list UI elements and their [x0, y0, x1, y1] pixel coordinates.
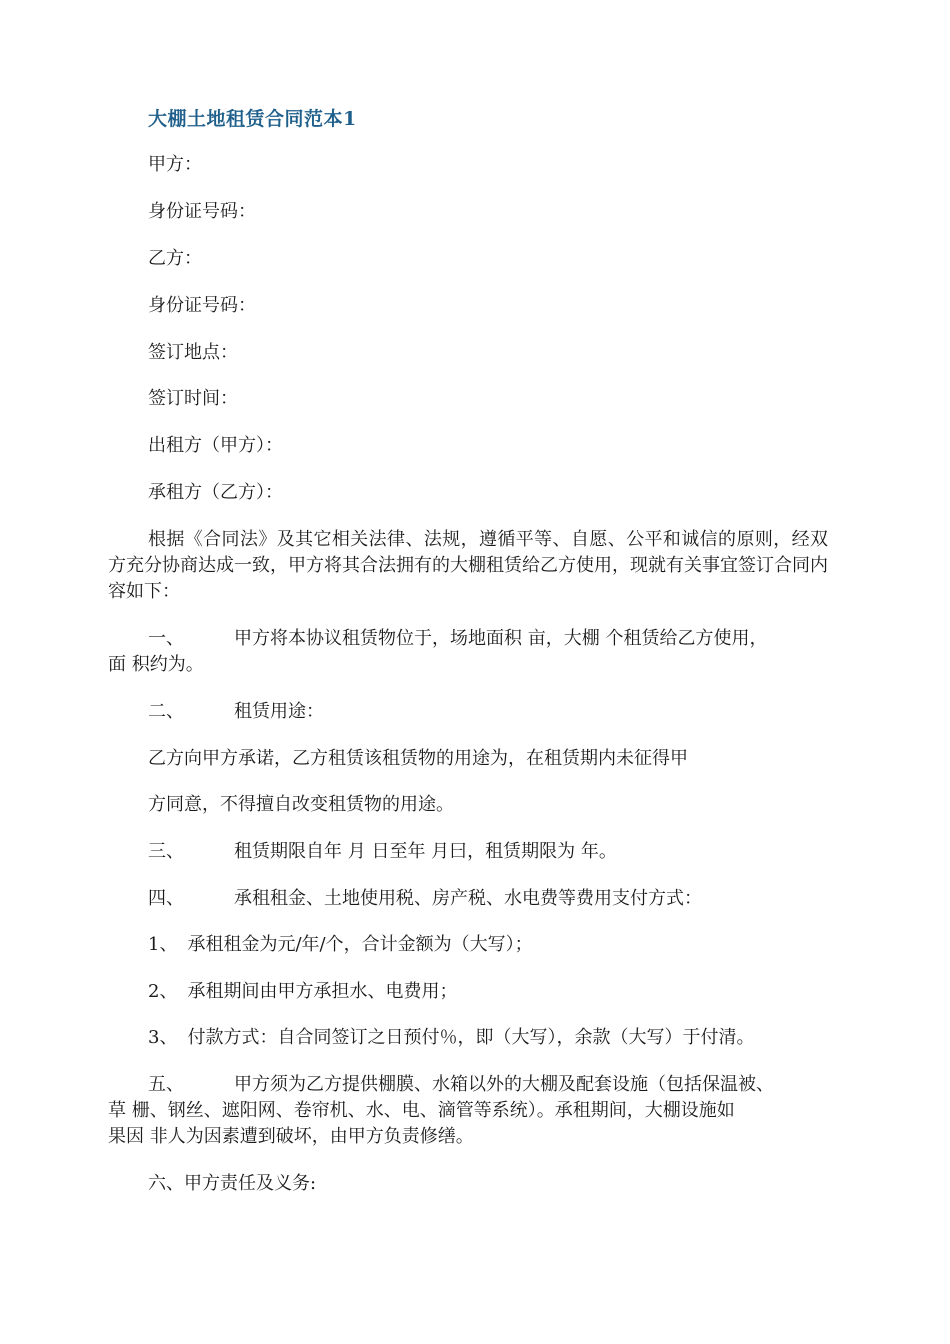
section-6-heading: 六、甲方责任及义务: [148, 1173, 317, 1194]
section-5-line-3: 果因 非人为因素遭到破坏，由甲方负责修缮。 [108, 1126, 474, 1147]
section-1-text: 甲方将本协议租赁物位于，场地面积 亩，大棚 个租赁给乙方使用， [234, 628, 768, 649]
section-4-item-2 [148, 979, 457, 1005]
section-4-number: 四、 [148, 888, 184, 909]
lessor-label: 出租方（甲方）： [148, 435, 283, 456]
section-4-item-1-text: 承租租金为元/年/个，合计金额为（大写）； [187, 934, 533, 955]
section-4 [148, 886, 702, 912]
lessee-label: 承租方（乙方）： [148, 482, 283, 503]
party-a-label: 甲方： [148, 154, 202, 175]
document-title: 大棚土地租赁合同范本1 [148, 108, 357, 130]
party-a-id-label: 身份证号码： [148, 201, 256, 222]
sign-place-label: 签订地点： [148, 342, 238, 363]
section-1-line-2: 面 积约为。 [108, 654, 204, 675]
section-4-item-3-number: 3、 [148, 1027, 178, 1048]
section-4-item-3 [148, 1025, 754, 1051]
section-2-heading [148, 699, 324, 725]
section-4-text: 承租租金、土地使用税、房产税、水电费等费用支付方式： [234, 888, 702, 909]
section-4-item-1 [148, 932, 533, 958]
section-2-body-line-2: 方同意，不得擅自改变租赁物的用途。 [148, 794, 454, 815]
section-2-body-line-1: 乙方向甲方承诺，乙方租赁该租赁物的用途为，在租赁期内未征得甲 [148, 748, 688, 769]
section-4-item-2-text: 承租期间由甲方承担水、电费用； [187, 981, 458, 1002]
section-4-item-2-number: 2、 [148, 981, 178, 1002]
section-4-item-3-text: 付款方式：自合同签订之日预付％，即（大写），余款（大写）于付清。 [187, 1027, 755, 1048]
sign-time-label: 签订时间： [148, 388, 238, 409]
section-5-number: 五、 [148, 1074, 184, 1095]
section-2-number: 二、 [148, 701, 184, 722]
section-3-number: 三、 [148, 841, 184, 862]
party-b-id-label: 身份证号码： [148, 295, 256, 316]
section-5-line-2: 草 栅、钢丝、遮阳网、卷帘机、水、电、滴管等系统）。承租期间，大棚设施如 [108, 1100, 735, 1121]
section-5-line-1 [148, 1072, 774, 1098]
section-2-text: 租赁用途： [234, 701, 324, 722]
section-3 [148, 839, 617, 865]
party-b-label: 乙方： [148, 248, 202, 269]
section-1-line-1 [148, 626, 767, 652]
section-1-number: 一、 [148, 628, 184, 649]
section-3-text: 租赁期限自年 月 日至年 月曰，租赁期限为 年。 [234, 841, 617, 862]
section-5-text: 甲方须为乙方提供棚膜、水箱以外的大棚及配套设施（包括保温被、 [234, 1074, 774, 1095]
section-4-item-1-number: 1、 [148, 934, 178, 955]
intro-paragraph: 根据《合同法》及其它相关法律、法规，遵循平等、自愿、公平和诚信的原则，经双方充分协商达成一致，甲方将其合法拥有的大棚租赁给乙方使用，现就有关事宜签订合同内容如下： [108, 529, 828, 602]
